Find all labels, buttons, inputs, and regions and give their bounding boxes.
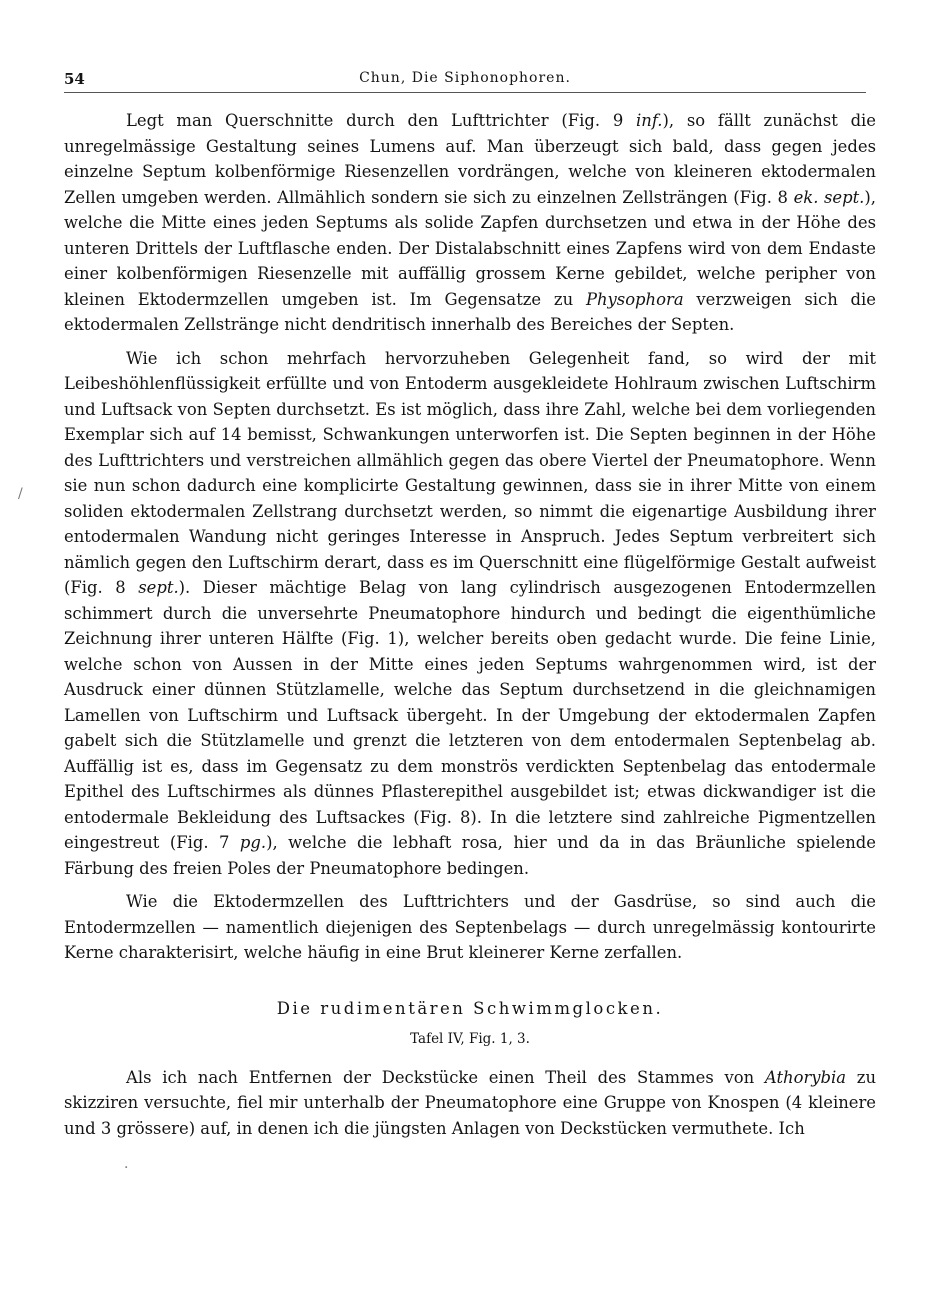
page-number: 54	[64, 70, 85, 88]
paragraph	[64, 346, 876, 882]
italic-segment: ek. sept.	[793, 187, 865, 207]
italic-segment: pg.	[239, 833, 267, 852]
text-segment: verzweigen sich die ektodermalen Zellstränge nicht dendritisch innerhalb des Bereiches der Septen.	[64, 289, 876, 334]
text-segment: zu skizziren versuchte, fiel mir unterhalb der Pneumatophore eine Gruppe von Knospen (4 kleinere und 3 grössere) auf, in denen ich die jüngsten Anlagen von Deckstücken vermuthete. Ich	[64, 1067, 876, 1138]
italic-segment: sept.	[138, 578, 179, 597]
margin-mark: /	[18, 486, 23, 502]
paragraph	[64, 108, 876, 338]
text-segment: Wie ich schon mehrfach hervorzuheben Gelegenheit fand, so wird der mit Leibeshöhlenflüssigkeit erfüllte und von Entoderm ausgekleidete Hohlraum zwischen Luftschirm und Luftsack von Septen durchsetzt. Es ist möglich, dass ihre Zahl, welche bei dem vorliegenden Exemplar sich auf 14 bemisst, Schwankungen unterworfen ist. Die Septen beginnen in der Höhe des Lufttrichters und verstreichen allmählich gegen das obere Viertel der Pneumatophore. Wenn sie nun schon dadurch eine komplicirte Gestaltung gewinnen, dass sie in ihrer Mitte von einem soliden ektodermalen Zellstrang durchsetzt werden, so nimmt die eigenartige Ausbildung ihrer entodermalen Wandung nicht geringes Interesse in Anspruch. Jedes Septum verbreitert sich nämlich gegen den Luftschirm derart, dass es im Querschnitt eine flügelförmige Gestalt aufweist (Fig. 8	[64, 348, 876, 597]
text-segment: Legt man Querschnitte durch den Lufttrichter (Fig. 9	[126, 111, 637, 130]
italic-segment: inf.	[636, 111, 663, 130]
speck-mark: ·	[124, 1160, 129, 1176]
italic-segment: Athorybia	[764, 1067, 847, 1087]
plate-reference: Tafel IV, Fig. 1, 3.	[410, 1031, 530, 1047]
text-segment: ), welche die Mitte eines jeden Septums als solide Zapfen durchsetzen und etwa in der Höhe des unteren Drittels der Luftflasche enden. Der Distalabschnitt eines Zapfens wird von dem Endaste einer kolbenförmigen Riesenzelle mit auffällig grossem Kerne gebildet, welche peripher von kleinen Ektodermzellen umgeben ist. Im Gegensatze zu	[64, 187, 876, 309]
paragraph	[64, 1065, 876, 1142]
paragraph	[64, 889, 876, 966]
text-segment: Wie die Ektodermzellen des Lufttrichters und der Gasdrüse, so sind auch die Entodermzellen — namentlich diejenigen des Septenbelags — durch unregelmässig kontourirte Kerne charakterisirt, welche häufig in eine Brut kleinerer Kerne zerfallen.	[64, 892, 876, 962]
text-segment: ). Dieser mächtige Belag von lang cylindrisch ausgezogenen Entodermzellen schimmert durch die unversehrte Pneumatophore hindurch und bedingt die eigenthümliche Zeichnung ihrer unteren Hälfte (Fig. 1), welcher bereits oben gedacht wurde. Die feine Linie, welche schon von Aussen in der Mitte eines jeden Septums wahrgenommen wird, ist der Ausdruck einer dünnen Stützlamelle, welche das Septum durchsetzend in die gleichnamigen Lamellen von Luftschirm und Luftsack übergeht. In der Umgebung der ektodermalen Zapfen gabelt sich die Stützlamelle und grenzt die letzteren von dem entodermalen Septenbelag ab. Auffällig ist es, dass im Gegensatz zu dem monströs verdickten Septenbelag das entodermale Epithel des Luftschirmes als dünnes Pflasterepithel ausgebildet ist; etwas dickwandiger ist die entodermale Bekleidung des Luftsackes (Fig. 8). In die letztere sind zahlreiche Pigmentzellen eingestreut (Fig. 7	[64, 578, 876, 852]
italic-segment: Physophora	[585, 289, 684, 309]
section-heading: Die rudimentären Schwimmglocken.	[276, 998, 664, 1018]
running-head: Chun, Die Siphonophoren.	[359, 70, 571, 86]
body-text	[64, 108, 876, 1141]
text-segment: Als ich nach Entfernen der Deckstücke einen Theil des Stammes von	[126, 1067, 765, 1087]
page-header	[64, 70, 866, 93]
text-segment: ), so fällt zunächst die unregelmässige Gestaltung seines Lumens auf. Man überzeugt sich bald, dass gegen jedes einzelne Septum kolbenförmige Riesenzellen vordrängen, welche von kleineren ektodermalen Zellen umgeben werden. Allmählich sondern sie sich zu einzelnen Zellsträngen (Fig. 8	[64, 111, 876, 207]
text-segment: ), welche die lebhaft rosa, hier und da in das Bräunliche spielende Färbung des freien Poles der Pneumatophore bedingen.	[64, 833, 876, 878]
